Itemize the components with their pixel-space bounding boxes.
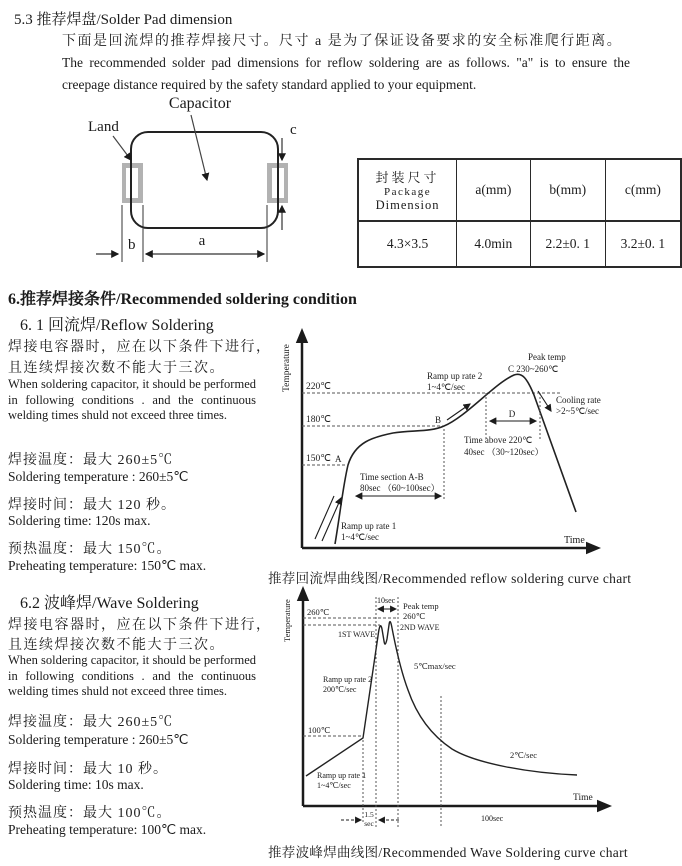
solder-pad-intro-cn: 下面是回流焊的推荐焊接尺寸。尺寸 a 是为了保证设备要求的安全标准爬行距离。 [62,34,623,49]
land-pad-left [122,163,143,203]
reflow-d-label: D [508,409,516,419]
land-label: Land [88,119,119,135]
wave-2nd-wave-label: 2ND WAVE [400,623,440,632]
wave-10sec-label: 10sec [377,596,396,605]
wave-y-axis-label: Temperature [282,599,292,642]
reflow-temp-en: Soldering temperature : 260±5℃ [8,469,189,484]
reflow-ab-line1: Time section A-B [360,472,424,482]
wave-preheat-en: Preheating temperature: 100℃ max. [8,822,207,837]
cell-a-value: 4.0min [457,221,531,267]
reflow-condition-en: When soldering capacitor, it should be performed in following conditions . and the continuous welding times shuld not exceed three times. [8,377,256,422]
reflow-point-b: B [435,415,442,425]
wave-cool2-label: 2℃/sec [510,750,538,760]
wave-peak-temp-label: Peak temp [403,601,439,611]
reflow-cooling-line2: >2~5℃/sec [556,406,600,416]
reflow-tick-220: 220℃ [306,382,331,392]
reflow-ramp1-line2: 1~4℃/sec [341,532,379,542]
wave-ramp1-line2: 1~4℃/sec [317,781,351,790]
reflow-x-axis-label: Time [564,535,585,546]
reflow-time-above-line1: Time above 220℃ [464,435,533,445]
reflow-time-cn: 焊接时间：最大 120 秒。 [8,498,176,513]
wave-tick-260: 260℃ [307,607,330,617]
table-header-b: b(mm) [530,159,605,221]
reflow-time-en: Soldering time: 120s max. [8,513,151,528]
reflow-cooling-line1: Cooling rate [556,395,601,405]
wave-time-cn: 焊接时间：最大 10 秒。 [8,762,168,777]
wave-1p5sec-line2: sec [364,819,374,828]
reflow-temperature-curve [335,374,576,544]
wave-condition-en: When soldering capacitor, it should be performed in following conditions . and the continuous welding times shuld not exceed three times. [8,653,256,698]
table-row [358,221,681,267]
table-header-c: c(mm) [605,159,681,221]
wave-cool5-label: 5℃max/sec [414,661,456,671]
wave-1st-wave-label: 1ST WAVE [338,630,376,639]
wave-x-axis-label: Time [573,793,593,803]
reflow-peak-temp-value: C 230~260℃ [508,364,559,374]
capacitor-leader-arrow [191,115,207,180]
reflow-preheat-cn: 预热温度：最大 150℃。 [8,542,172,557]
reflow-ab-line2: 80sec （60~100sec） [360,483,440,493]
wave-peak-temp-value: 260℃ [403,611,426,621]
dim-a-label: a [198,233,206,249]
section-6-heading: 6.推荐焊接条件/Recommended soldering condition [8,291,357,308]
reflow-time-above-line2: 40sec （30~120sec） [464,447,544,457]
wave-ramp2-line2: 200℃/sec [323,685,357,694]
reflow-ramp2-line2: 1~4℃/sec [427,382,465,392]
reflow-condition-cn-line2: 且连续焊接次数不能大于三次。 [8,361,225,376]
wave-ramp1-line1: Ramp up rate 1 [317,771,367,780]
capacitor-body-outline [131,132,278,228]
reflow-y-axis-label: Temperature [282,344,292,392]
wave-time-en: Soldering time: 10s max. [8,777,144,792]
dim-c-label: c [290,122,297,138]
reflow-ramp2-line1: Ramp up rate 2 [427,371,483,381]
solder-pad-diagram [10,92,340,277]
reflow-point-a: A [335,454,342,464]
reflow-ramp1-line1: Ramp up rate 1 [341,521,397,531]
reflow-temp-cn: 焊接温度：最大 260±5℃ [8,453,174,468]
section-5-3-heading: 5.3 推荐焊盘/Solder Pad dimension [14,12,233,28]
cell-c-value: 3.2±0. 1 [605,221,681,267]
reflow-tick-150: 150℃ [306,454,331,464]
table-header-a: a(mm) [457,159,531,221]
wave-preheat-cn: 预热温度：最大 100℃。 [8,806,172,821]
reflow-peak-temp-label: Peak temp [528,352,566,362]
wave-1p5sec-line1: 1.5 [364,810,374,819]
wave-chart-caption: 推荐波峰焊曲线图/Recommended Wave Soldering curve chart [268,845,628,860]
cell-b-value: 2.2±0. 1 [530,221,605,267]
wave-condition-cn-line2: 且连续焊接次数不能大于三次。 [8,638,225,653]
solder-pad-intro-en: The recommended solder pad dimensions for reflow soldering are as follows. "a" is to ensure the creepage distance required by the safety standard applied to your equipment. [62,55,630,92]
reflow-preheat-en: Preheating temperature: 150℃ max. [8,558,207,573]
land-leader-arrow [113,136,131,160]
wave-condition-cn-line1: 焊接电容器时，应在以下条件下进行， [8,618,272,633]
reflow-chart-caption: 推荐回流焊曲线图/Recommended reflow soldering curve chart [268,571,632,586]
dim-b-label: b [128,237,136,253]
wave-tick-100: 100℃ [308,725,331,735]
reflow-condition-cn-line1: 焊接电容器时，应在以下条件下进行， [8,340,272,355]
section-6-2-heading: 6.2 波峰焊/Wave Soldering [20,595,199,612]
cell-package-size: 4.3×3.5 [358,221,457,267]
wave-ramp2-line1: Ramp up rate 2 [323,675,373,684]
wave-temp-cn: 焊接温度：最大 260±5℃ [8,715,174,730]
wave-100sec-label: 100sec [481,814,504,823]
table-header-package-dimension: 封装尺寸 Package Dimension [358,159,457,221]
reflow-soldering-chart [281,326,682,568]
capacitor-label: Capacitor [168,95,232,112]
reflow-tick-180: 180℃ [306,415,331,425]
section-6-1-heading: 6. 1 回流焊/Reflow Soldering [20,317,214,334]
wave-soldering-chart [281,584,653,836]
wave-temp-en: Soldering temperature : 260±5℃ [8,732,189,747]
package-dimension-table [357,158,682,268]
wave-260-gridlines [303,618,398,625]
